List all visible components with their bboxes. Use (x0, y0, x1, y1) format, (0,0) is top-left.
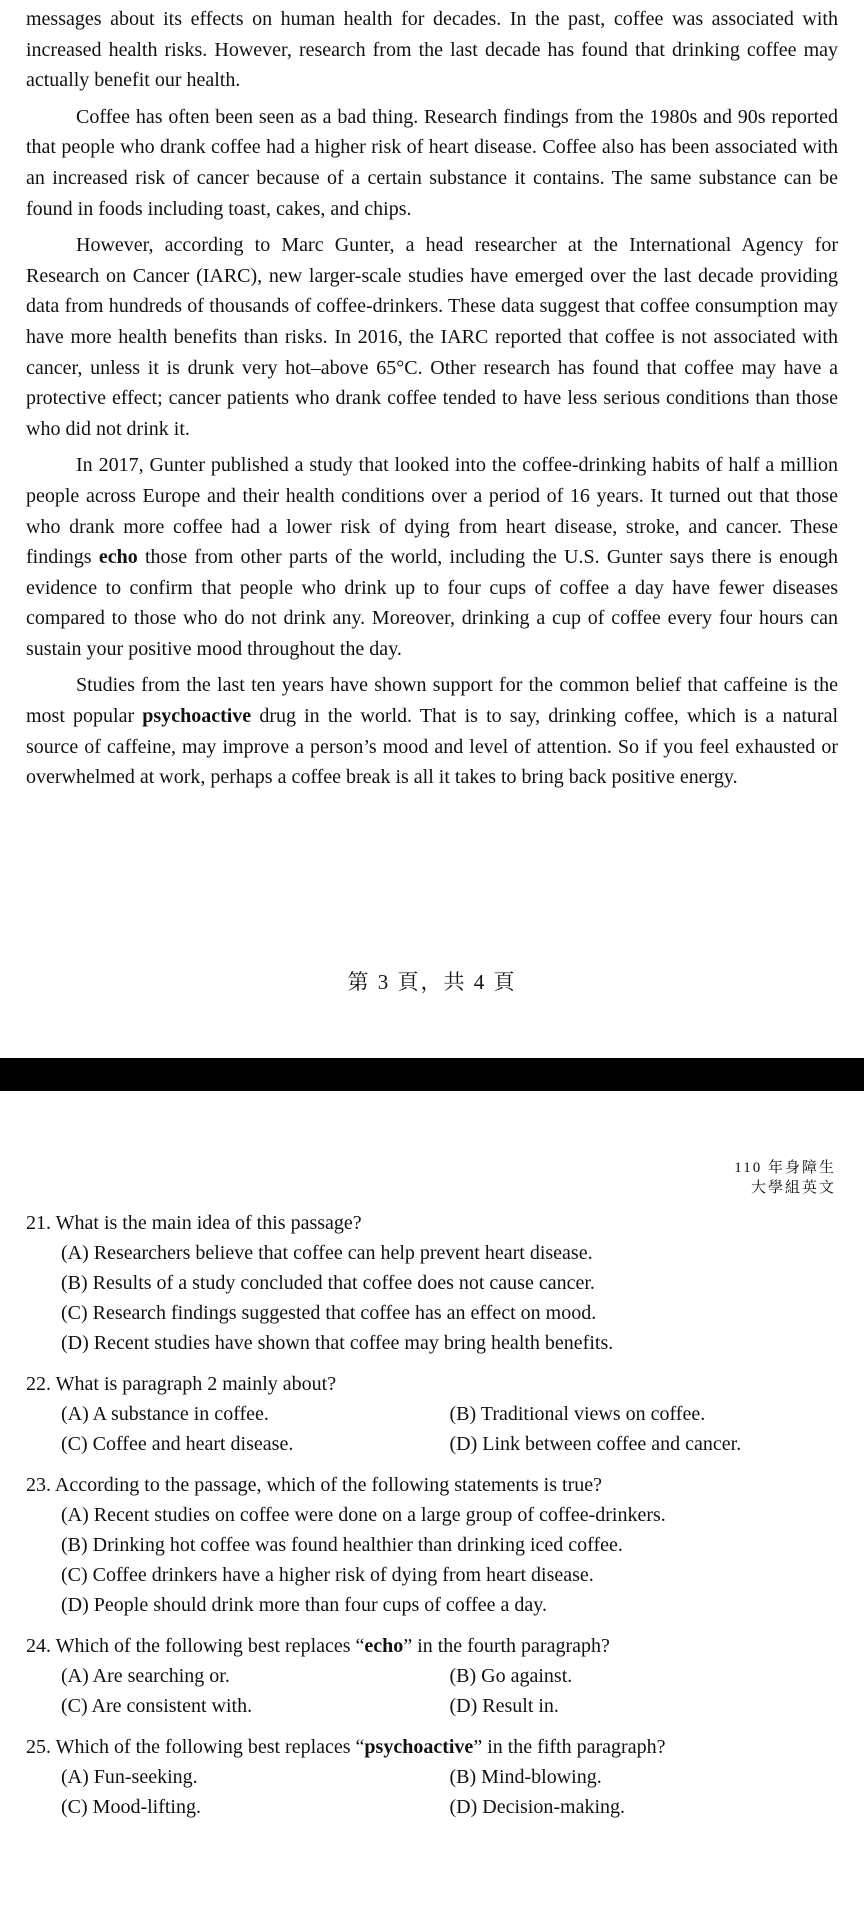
paragraph-text: In 2017, Gunter published a study that looked into the coffee-drinking habits of half a million people across Europe and their health conditions over a period of 16 years. It turned out that those who drank more coffee had a lower risk of dying from heart disease, stroke, and cancer. These findings (26, 454, 838, 569)
exam-header-note (734, 1158, 836, 1198)
stem-text: ” in the fifth paragraph? (473, 1736, 666, 1758)
option-b: (B) Go against. (449, 1665, 573, 1687)
paragraph-text: Studies from the last ten years have shown support for the common belief that caffeine is the most popular (26, 674, 838, 728)
option-d: (D) Decision-making. (449, 1796, 626, 1818)
answer-options (26, 1399, 838, 1459)
option-c: (C) Coffee drinkers have a higher risk of dying from heart disease. (61, 1564, 594, 1586)
highlighted-word-echo: echo (98, 546, 138, 569)
question-stem: 22. What is paragraph 2 mainly about? (26, 1373, 337, 1395)
question-stem (26, 1631, 838, 1661)
option-d: (D) People should drink more than four cups of coffee a day. (61, 1594, 547, 1616)
option-a: (A) Researchers believe that coffee can help prevent heart disease. (61, 1242, 593, 1264)
paragraph-text: those from other parts of the world, including the U.S. Gunter says there is enough evidence to confirm that people who drink up to four cups of coffee a day have fewer diseases compared to those who do not drink any. Moreover, drinking a cup of coffee every four hours can sustain your positive mood throughout the day. (26, 546, 838, 660)
header-note-line-1: 110 年身障生 (734, 1160, 836, 1176)
answer-options (26, 1500, 838, 1620)
option-a: (A) Recent studies on coffee were done on a large group of coffee-drinkers. (61, 1504, 666, 1526)
option-b: (B) Mind-blowing. (449, 1766, 602, 1788)
option-c: (C) Mood-lifting. (61, 1796, 201, 1818)
stem-text: 24. Which of the following best replaces “ (26, 1635, 365, 1657)
question-23 (26, 1470, 838, 1620)
option-b: (B) Drinking hot coffee was found healthier than drinking iced coffee. (61, 1534, 623, 1556)
option-a: (A) A substance in coffee. (61, 1403, 269, 1425)
highlighted-word-psychoactive: psychoactive (142, 705, 252, 728)
passage-paragraph-4 (26, 450, 838, 664)
stem-text: ” in the fourth paragraph? (403, 1635, 610, 1657)
answer-options (26, 1661, 838, 1721)
question-list (26, 1208, 838, 1833)
question-25 (26, 1732, 838, 1822)
header-note-line-2: 大學組英文 (750, 1180, 836, 1196)
option-c: (C) Coffee and heart disease. (61, 1433, 294, 1455)
option-d: (D) Result in. (449, 1695, 559, 1717)
option-b: (B) Traditional views on coffee. (449, 1403, 706, 1425)
reading-passage (26, 4, 838, 799)
paragraph-text: drug in the world. That is to say, drinking coffee, which is a natural source of caffeine, may improve a person’s mood and level of attention. So if you feel exhausted or overwhelmed at work, perhaps a coffee break is all it takes to bring back positive energy. (26, 705, 838, 789)
option-b: (B) Results of a study concluded that coffee does not cause cancer. (61, 1272, 595, 1294)
option-d: (D) Link between coffee and cancer. (449, 1433, 742, 1455)
question-22 (26, 1369, 838, 1459)
stem-text: 25. Which of the following best replaces “ (26, 1736, 365, 1758)
question-21 (26, 1208, 838, 1358)
option-c: (C) Are consistent with. (61, 1695, 253, 1717)
passage-paragraph-3: However, according to Marc Gunter, a head researcher at the International Agency for Research on Cancer (IARC), new larger-scale studies have emerged over the last decade providing data from hundreds of thousands of coffee-drinkers. These data suggest that coffee consumption may have more health benefits than risks. In 2016, the IARC reported that coffee is not associated with cancer, unless it is drunk very hot–above 65°C. Other research has found that coffee may have a protective effect; cancer patients who drank coffee tended to have less serious conditions than those who did not drink it. (26, 234, 838, 440)
answer-options (26, 1238, 838, 1358)
question-24 (26, 1631, 838, 1721)
option-a: (A) Are searching or. (61, 1665, 230, 1687)
question-stem: 23. According to the passage, which of the following statements is true? (26, 1474, 602, 1496)
page-number: 第 3 頁，共 4 頁 (347, 970, 517, 994)
passage-paragraph-1: messages about its effects on human health for decades. In the past, coffee was associated with increased health risks. However, research from the last decade has found that drinking coffee may actually benefit our health. (26, 8, 838, 92)
option-c: (C) Research findings suggested that coffee has an effect on mood. (61, 1302, 597, 1324)
stem-keyword: echo (364, 1635, 404, 1657)
answer-options (26, 1762, 838, 1822)
page-divider (0, 1058, 864, 1091)
option-a: (A) Fun-seeking. (61, 1766, 198, 1788)
question-stem (26, 1732, 838, 1762)
passage-paragraph-5 (26, 670, 838, 792)
passage-paragraph-2: Coffee has often been seen as a bad thing. Research findings from the 1980s and 90s reported that people who drank coffee had a higher risk of heart disease. Coffee also has been associated with an increased risk of cancer because of a certain substance it contains. The same substance can be found in foods including toast, cakes, and chips. (26, 105, 838, 220)
option-d: (D) Recent studies have shown that coffee may bring health benefits. (61, 1332, 614, 1354)
stem-keyword: psychoactive (364, 1736, 474, 1758)
question-stem: 21. What is the main idea of this passage? (26, 1212, 362, 1234)
